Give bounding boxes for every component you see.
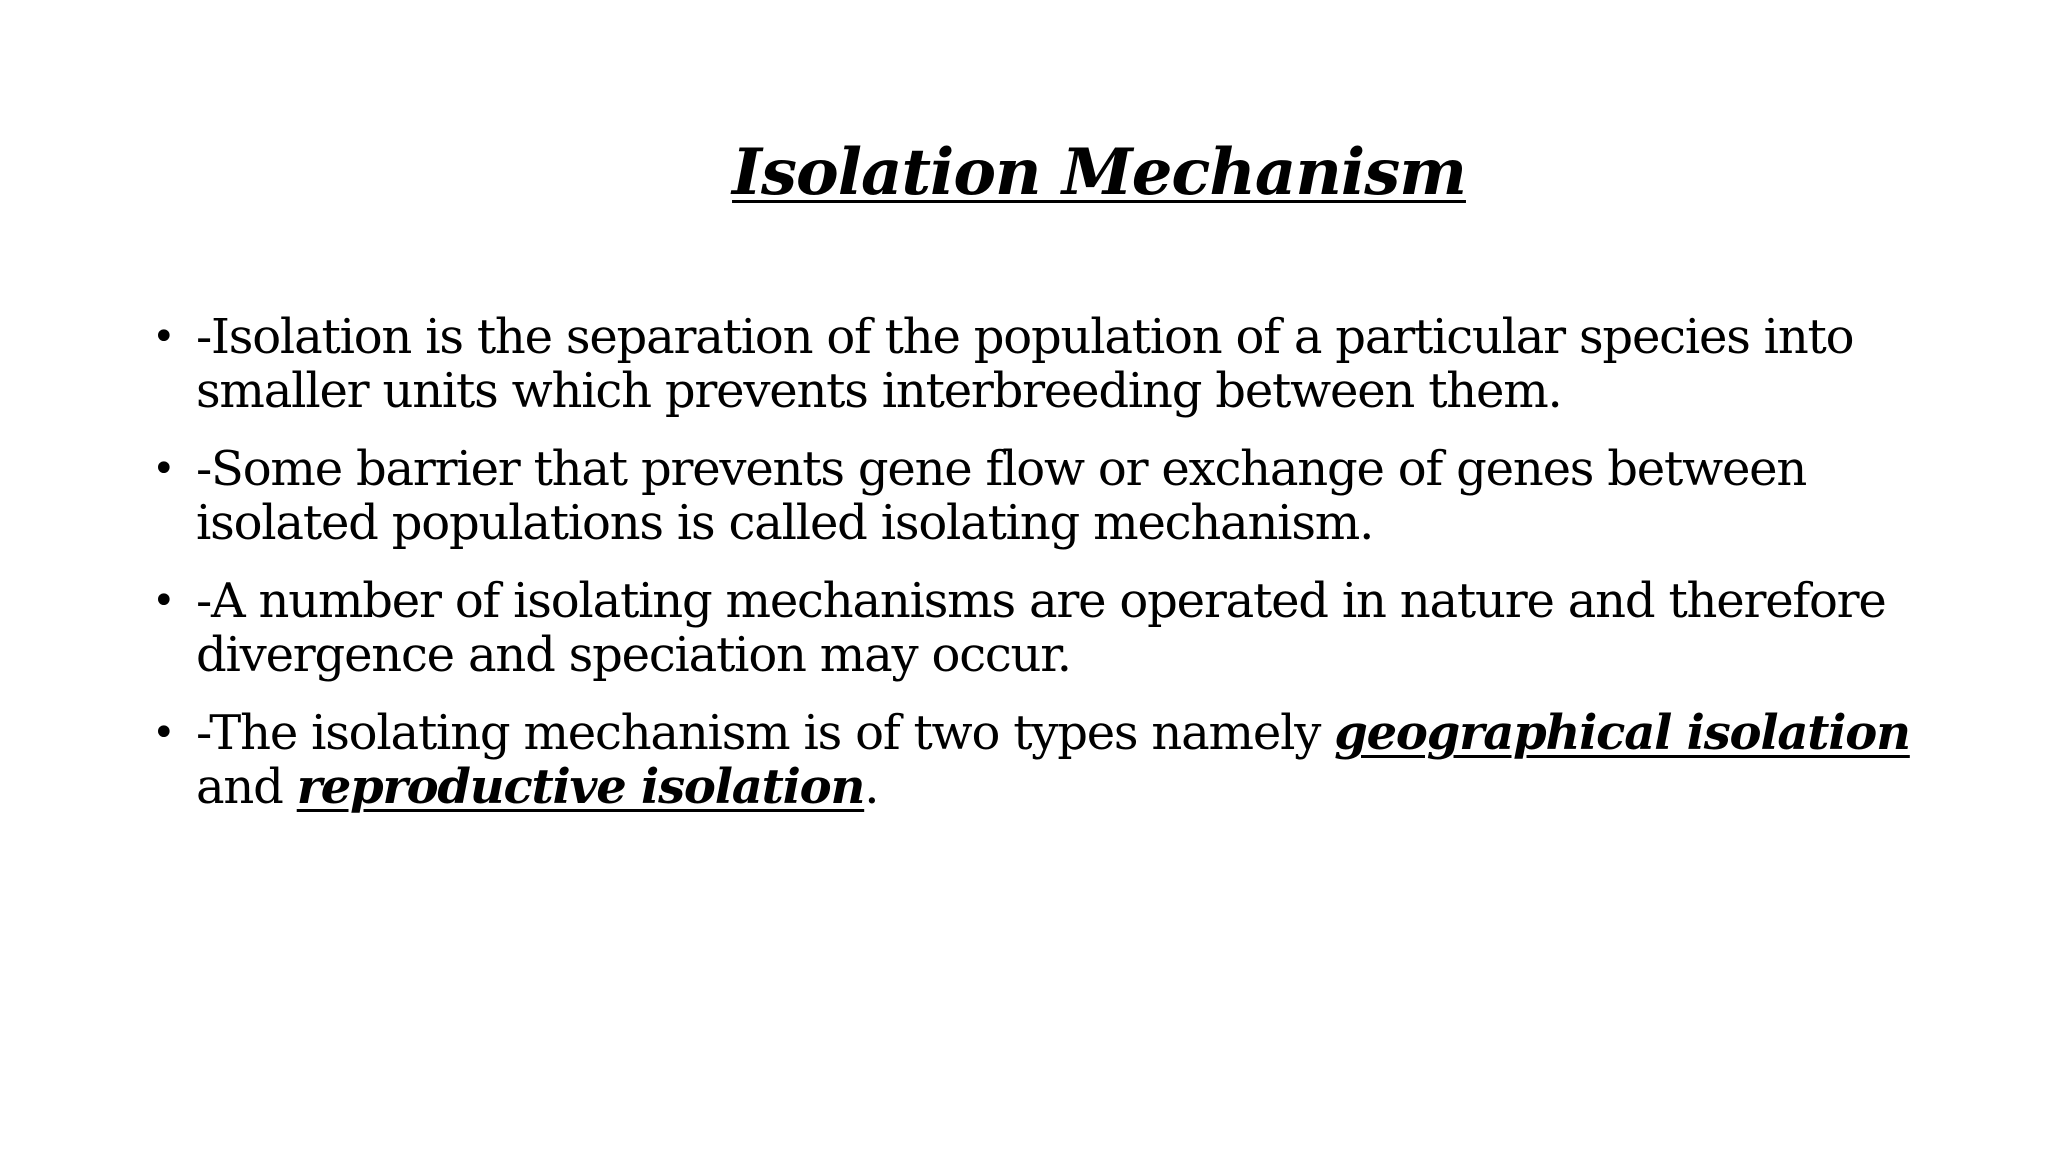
- bullet-dot: •: [152, 314, 175, 360]
- bullet-item: [150, 310, 1910, 418]
- bullet-text-prefix: -The isolating mechanism is of two types namely: [196, 705, 1335, 761]
- bullet-dot: •: [152, 446, 175, 492]
- bullet-list: [150, 310, 1910, 838]
- bullet-text-middle: and: [196, 759, 297, 815]
- slide-title: Isolation Mechanism: [732, 135, 1466, 210]
- bullet-text: -A number of isolating mechanisms are operated in nature and therefore divergence and speciation may occur.: [196, 573, 1886, 683]
- term-reproductive-isolation: reproductive isolation: [296, 759, 865, 815]
- bullet-text: -Some barrier that prevents gene flow or exchange of genes between isolated populations is called isolating mechanism.: [196, 441, 1807, 551]
- bullet-text-suffix: .: [864, 759, 879, 815]
- bullet-item: [150, 706, 1910, 814]
- bullet-item: [150, 574, 1910, 682]
- bullet-dot: •: [152, 578, 175, 624]
- bullet-item: [150, 442, 1910, 550]
- term-geographical-isolation: geographical isolation: [1334, 705, 1910, 761]
- bullet-text: -Isolation is the separation of the population of a particular species into smaller units which prevents interbreeding between them.: [196, 309, 1854, 419]
- bullet-dot: •: [152, 710, 175, 756]
